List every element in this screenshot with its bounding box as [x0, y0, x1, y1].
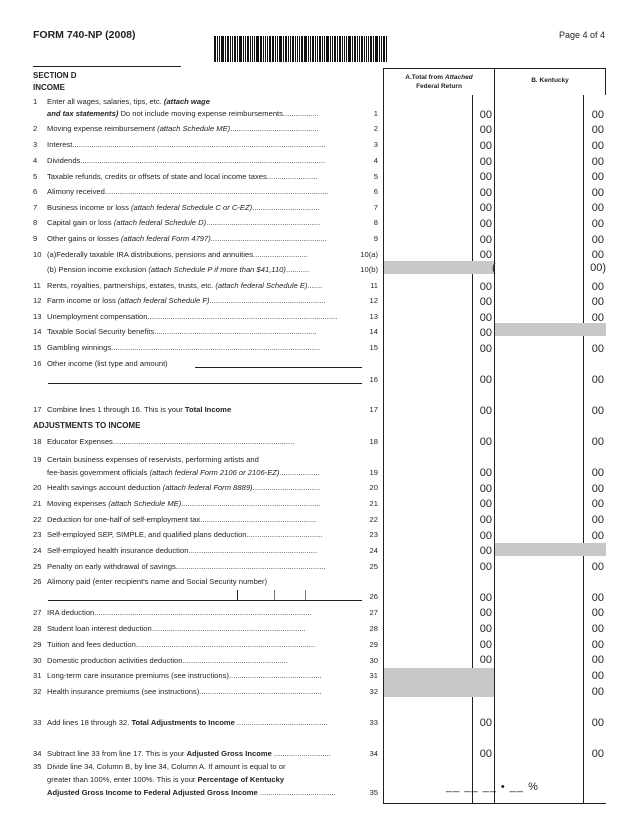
line-17-cents-b[interactable]: 00 [591, 405, 604, 417]
shade-24-col-b [495, 543, 606, 556]
barcode-bar [277, 36, 278, 62]
line-15-cents-b[interactable]: 00 [591, 343, 604, 355]
barcode-bar [267, 36, 268, 62]
barcode-bar [337, 36, 338, 62]
line-26-cents-a[interactable]: 00 [479, 592, 492, 604]
line-29-cents-b[interactable]: 00 [591, 639, 604, 651]
line-3-cents-a[interactable]: 00 [479, 140, 492, 152]
adjustments-heading: ADJUSTMENTS TO INCOME [33, 421, 141, 430]
line-19-cents-b[interactable]: 00 [591, 467, 604, 479]
barcode-bar [339, 36, 341, 62]
barcode-bar [346, 36, 347, 62]
line-27-cents-b[interactable]: 00 [591, 607, 604, 619]
barcode-bar [247, 36, 249, 62]
barcode-bar [379, 36, 380, 62]
section-subtitle: INCOME [33, 83, 65, 92]
barcode-bar [381, 36, 382, 62]
barcode-bar [256, 36, 259, 62]
line-2-cents-b[interactable]: 00 [591, 124, 604, 136]
barcode-bar [283, 36, 284, 62]
barcode-bar [227, 36, 229, 62]
shade-14-col-b [495, 323, 606, 336]
line-8-cents-a[interactable]: 00 [479, 218, 492, 230]
line-22-cents-b[interactable]: 00 [591, 514, 604, 526]
barcode-bar [214, 36, 216, 62]
line-26-ssn-tick-1 [274, 590, 275, 601]
barcode-bar [308, 36, 309, 62]
barcode-bar [357, 36, 358, 62]
line-6-cents-a[interactable]: 00 [479, 187, 492, 199]
line-25-cents-b[interactable]: 00 [591, 561, 604, 573]
barcode-bar [243, 36, 244, 62]
barcode-bar [219, 36, 220, 62]
line-20-cents-b[interactable]: 00 [591, 483, 604, 495]
barcode-bar [368, 36, 369, 62]
line-18-cents-b[interactable]: 00 [591, 436, 604, 448]
barcode-bar [352, 36, 353, 62]
line-22-cents-a[interactable]: 00 [479, 514, 492, 526]
line-11-cents-b[interactable]: 00 [591, 281, 604, 293]
line-26-recipient-fill[interactable] [48, 600, 362, 601]
barcode-bar [370, 36, 372, 62]
line-10b-open-paren: ( [492, 262, 496, 274]
barcode-bar [342, 36, 343, 62]
line-14-cents-a[interactable]: 00 [479, 327, 492, 339]
barcode-bar [375, 36, 378, 62]
line-13-cents-a[interactable]: 00 [479, 312, 492, 324]
column-b-header: B. Kentucky [494, 68, 606, 95]
barcode-bar [312, 36, 314, 62]
line-2-cents-a[interactable]: 00 [479, 124, 492, 136]
line-10b-cents-b[interactable]: 00) [590, 262, 606, 274]
line-25-cents-a[interactable]: 00 [479, 561, 492, 573]
barcode-bar [290, 36, 291, 62]
line-5-cents-b[interactable]: 00 [591, 171, 604, 183]
line-1-cents-b[interactable]: 00 [591, 109, 604, 121]
line-17-cents-a[interactable]: 00 [479, 405, 492, 417]
section-title: SECTION D [33, 71, 77, 80]
barcode-bar [373, 36, 374, 62]
barcode-bar [364, 36, 365, 62]
line-9-cents-a[interactable]: 00 [479, 234, 492, 246]
line-31-cents-b[interactable]: 00 [591, 670, 604, 682]
barcode-bar [292, 36, 294, 62]
barcode-bar [232, 36, 233, 62]
line-28-cents-b[interactable]: 00 [591, 623, 604, 635]
barcode-bar [359, 36, 360, 62]
line-13-cents-b[interactable]: 00 [591, 312, 604, 324]
line-10a-cents-a[interactable]: 00 [479, 249, 492, 261]
line-26-ssn-tick-2 [305, 590, 306, 601]
barcode-bar [348, 36, 351, 62]
col-b-left-border [494, 95, 495, 804]
line-28-cents-a[interactable]: 00 [479, 623, 492, 635]
barcode-bar [275, 36, 276, 62]
barcode-bar [295, 36, 296, 62]
barcode-bar [304, 36, 307, 62]
line-3-cents-b[interactable]: 00 [591, 140, 604, 152]
line-16-cents-a[interactable]: 00 [479, 374, 492, 386]
line-34-cents-b[interactable]: 00 [591, 748, 604, 760]
line-23-cents-b[interactable]: 00 [591, 530, 604, 542]
line-10a-cents-b[interactable]: 00 [591, 249, 604, 261]
line-8-cents-b[interactable]: 00 [591, 218, 604, 230]
line-11-cents-a[interactable]: 00 [479, 281, 492, 293]
barcode-bar [299, 36, 300, 62]
barcode-bar [354, 36, 356, 62]
line-4-cents-a[interactable]: 00 [479, 156, 492, 168]
line-27-cents-a[interactable]: 00 [479, 607, 492, 619]
barcode-bar [225, 36, 226, 62]
barcode-bar [288, 36, 289, 62]
barcode-bar [301, 36, 303, 62]
barcode-bar [324, 36, 325, 62]
barcode-bar [237, 36, 238, 62]
line-7-cents-a[interactable]: 00 [479, 202, 492, 214]
barcode-bar [263, 36, 264, 62]
barcode-bar [234, 36, 236, 62]
line-34-cents-a[interactable]: 00 [479, 748, 492, 760]
percentage-entry-field[interactable]: __ __ __ • __ % [446, 781, 539, 793]
barcode-bar [272, 36, 274, 62]
barcode-bar [366, 36, 367, 62]
line-20-cents-a[interactable]: 00 [479, 483, 492, 495]
line-24-cents-a[interactable]: 00 [479, 545, 492, 557]
line-33-cents-b[interactable]: 00 [591, 717, 604, 729]
barcode-bar [265, 36, 266, 62]
barcode-bar [269, 36, 271, 62]
barcode-bar [250, 36, 251, 62]
line-9-cents-b[interactable]: 00 [591, 234, 604, 246]
line-30-cents-a[interactable]: 00 [479, 654, 492, 666]
line-18-cents-a[interactable]: 00 [479, 436, 492, 448]
shade-31-32-col-a [384, 668, 494, 697]
column-a-header: A.Total from Attached Federal Return [383, 68, 494, 95]
section-rule [33, 66, 181, 67]
barcode-bar [317, 36, 318, 62]
line-21-cents-a[interactable]: 00 [479, 498, 492, 510]
barcode-bar [334, 36, 336, 62]
barcode-bar [279, 36, 282, 62]
line-23-cents-a[interactable]: 00 [479, 530, 492, 542]
line-7-cents-b[interactable]: 00 [591, 202, 604, 214]
barcode-bar [319, 36, 321, 62]
line-26-cents-b[interactable]: 00 [591, 592, 604, 604]
barcode-bar [245, 36, 246, 62]
barcode-bar [322, 36, 323, 62]
line-26-divider [237, 590, 238, 601]
barcode-bar [230, 36, 231, 62]
line-21-cents-b[interactable]: 00 [591, 498, 604, 510]
form-title: FORM 740-NP (2008) [33, 29, 136, 41]
line-12-cents-b[interactable]: 00 [591, 296, 604, 308]
barcode-bar [285, 36, 287, 62]
barcode-bar [239, 36, 242, 62]
barcode-bar [217, 36, 218, 62]
line-16-fill-1[interactable] [195, 367, 362, 368]
barcode-bar [386, 36, 387, 62]
page-number: Page 4 of 4 [558, 30, 605, 40]
line-29-cents-a[interactable]: 00 [479, 639, 492, 651]
line-12-cents-a[interactable]: 00 [479, 296, 492, 308]
barcode-bar [310, 36, 311, 62]
barcode-bar [361, 36, 363, 62]
shade-10b-col-a [384, 261, 494, 274]
line-4-cents-b[interactable]: 00 [591, 156, 604, 168]
barcode-bar [252, 36, 253, 62]
barcode-bar [254, 36, 255, 62]
line-6-cents-b[interactable]: 00 [591, 187, 604, 199]
line-16-cents-b[interactable]: 00 [591, 374, 604, 386]
barcode-bar [330, 36, 331, 62]
line-15-cents-a[interactable]: 00 [479, 343, 492, 355]
line-1-cents-a[interactable]: 00 [479, 109, 492, 121]
col-a-left-border [383, 95, 384, 804]
line-19-cents-a[interactable]: 00 [479, 467, 492, 479]
line-33-cents-a[interactable]: 00 [479, 717, 492, 729]
barcode-bar [260, 36, 262, 62]
barcode-bar [297, 36, 298, 62]
barcode-bar [332, 36, 333, 62]
barcode-bar [315, 36, 316, 62]
barcode-bar [344, 36, 345, 62]
line-5-cents-a[interactable]: 00 [479, 171, 492, 183]
line-30-cents-b[interactable]: 00 [591, 654, 604, 666]
grid-bottom-border [383, 803, 606, 804]
line-32-cents-b[interactable]: 00 [591, 686, 604, 698]
barcode-bar [326, 36, 329, 62]
line-16-fill-2[interactable] [48, 383, 362, 384]
barcode-bar [221, 36, 224, 62]
barcode-image [214, 36, 414, 62]
barcode-bar [383, 36, 385, 62]
